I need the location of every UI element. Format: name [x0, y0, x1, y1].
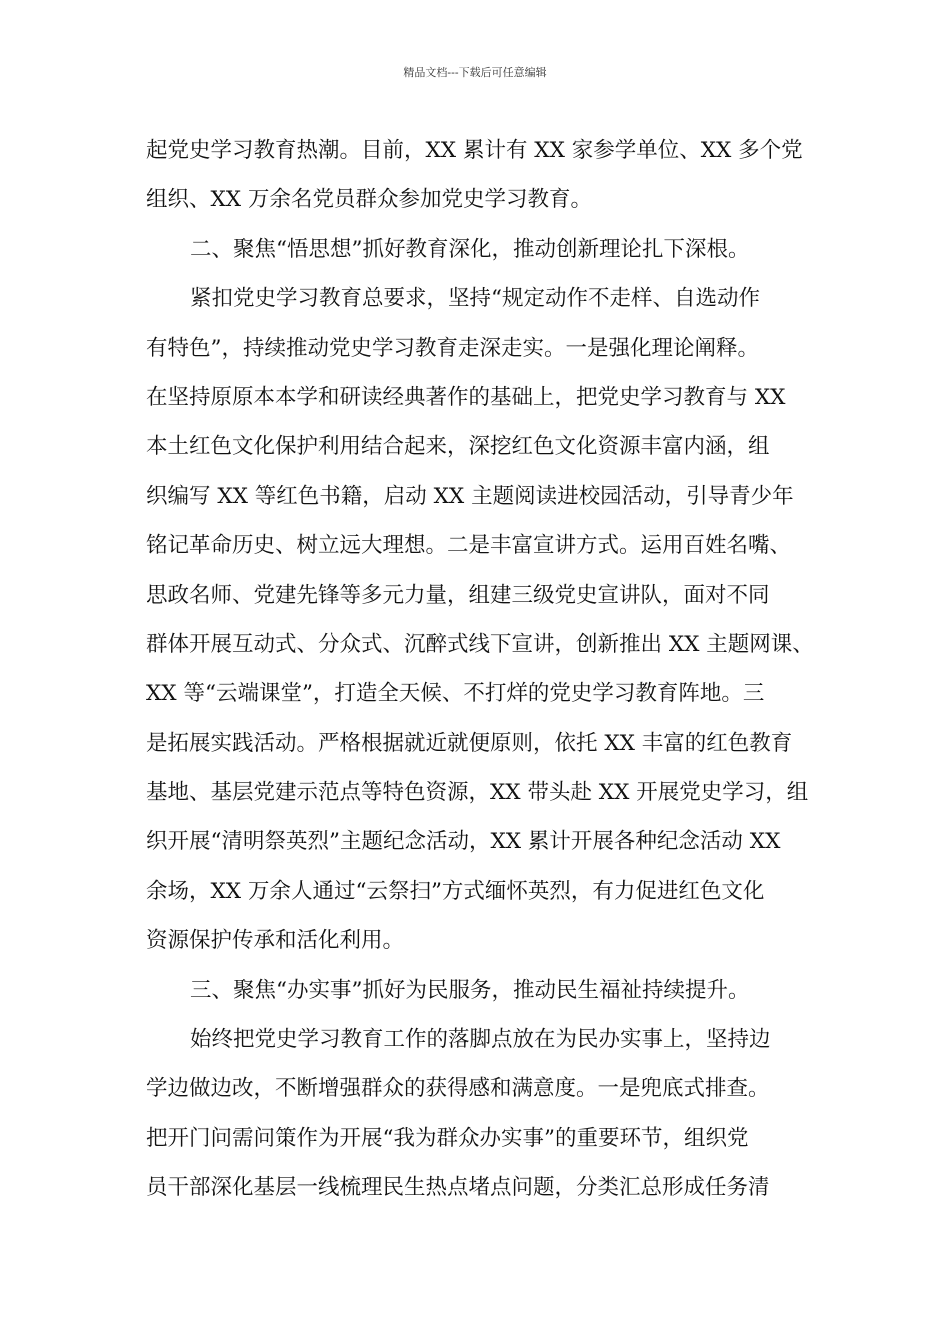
text-line: 起党史学习教育热潮。目前，XX 累计有 XX 家参学单位、XX 多个党 — [146, 138, 803, 163]
text-line: 本土红色文化保护利用结合起来，深挖红色文化资源丰富内涵，组 — [146, 434, 770, 460]
text-line: 织开展“清明祭英烈”主题纪念活动，XX 累计开展各种纪念活动 XX — [146, 829, 781, 855]
text-line: 始终把党史学习教育工作的落脚点放在为民办实事上，坚持边 — [190, 1027, 771, 1053]
document-body — [146, 126, 812, 1213]
text-line: 群体开展互动式、分众式、沉醉式线下宣讲，创新推出 XX 主题网课、 — [146, 631, 814, 657]
text-line: XX 等“云端课堂”，打造全天候、不打烊的党史学习教育阵地。三 — [146, 681, 765, 707]
text-line: 学边做边改，不断增强群众的获得感和满意度。一是兜底式排查。 — [146, 1076, 770, 1102]
text-line: 资源保护传承和活化利用。 — [146, 928, 405, 954]
text-line: 余场，XX 万余人通过“云祭扫”方式缅怀英烈，有力促进红色文化 — [146, 878, 765, 904]
text-line: 织编写 XX 等红色书籍，启动 XX 主题阅读进校园活动，引导青少年 — [146, 483, 794, 509]
text-line: 组织、XX 万余名党员群众参加党史学习教育。 — [146, 187, 592, 213]
text-line: 紧扣党史学习教育总要求，坚持“规定动作不走样、自选动作 — [190, 286, 760, 312]
text-line: 在坚持原原本本学和研读经典著作的基础上，把党史学习教育与 XX — [146, 384, 786, 410]
text-line: 有特色”，持续推动党史学习教育走深走实。一是强化理论阐释。 — [146, 335, 759, 361]
section-heading: 二、聚焦“悟思想”抓好教育深化，推动创新理论扎下深根。 — [190, 236, 750, 262]
text-line: 是拓展实践活动。严格根据就近就便原则，依托 XX 丰富的红色教育 — [146, 730, 793, 756]
text-line: 思政名师、党建先锋等多元力量，组建三级党史宣讲队，面对不同 — [146, 582, 770, 608]
text-line: 把开门问需问策作为开展“我为群众办实事”的重要环节，组织党 — [146, 1125, 749, 1151]
section-heading: 三、聚焦“办实事”抓好为民服务，推动民生福祉持续提升。 — [190, 977, 750, 1003]
text-line: 基地、基层党建示范点等特色资源，XX 带头赴 XX 开展党史学习，组 — [146, 780, 809, 806]
text-line: 员干部深化基层一线梳理民生热点堵点问题，分类汇总形成任务清 — [146, 1175, 770, 1201]
page-header: 精品文档---下载后可任意编辑 — [403, 66, 547, 79]
text-line: 铭记革命历史、树立远大理想。二是丰富宣讲方式。运用百姓名嘴、 — [146, 533, 792, 559]
